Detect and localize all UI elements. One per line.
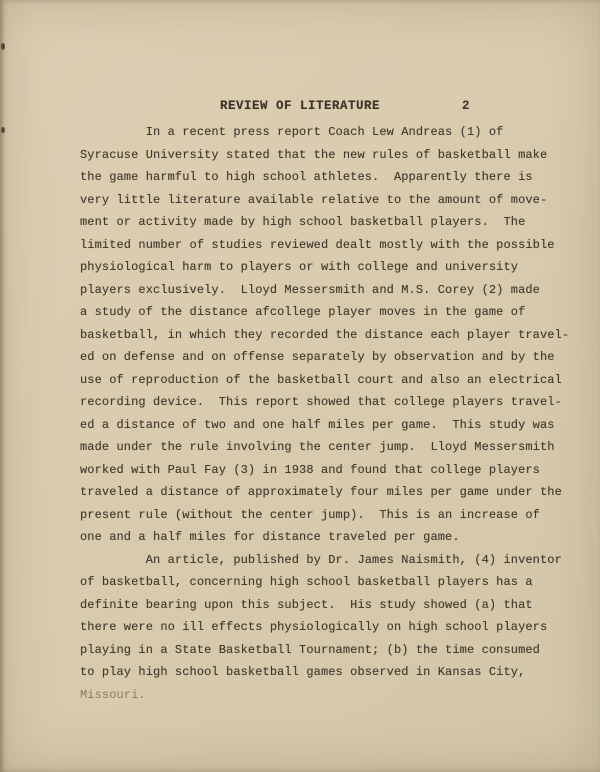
text-line: worked with Paul Fay (3) in 1938 and found that college players (80, 462, 540, 477)
text-line: physiological harm to players or with college and university (80, 260, 519, 274)
text-line: present rule (without the center jump). This is an increase of (80, 507, 540, 522)
text-line: definite bearing upon this subject. His study showed (a) that (80, 597, 533, 612)
text-line: to play high school basketball games observed in Kansas City, (80, 665, 526, 679)
page-number: 2 (462, 99, 470, 113)
paper-speck (1, 127, 5, 133)
paper-speck (1, 43, 5, 50)
text-line: use of reproduction of the basketball court and also an electrical (80, 372, 562, 387)
text-line: of basketball, concerning high school basketball players has a (80, 575, 533, 589)
text-body (80, 121, 570, 706)
text-line: ed a distance of two and one half miles per game. This study was (80, 417, 555, 432)
text-line: traveled a distance of approximately four miles per game under the (80, 485, 562, 499)
page-title: REVIEW OF LITERATURE (219, 99, 381, 113)
text-line: An article, published by Dr. James Naismith, (4) inventor (80, 552, 562, 567)
text-line: the game harmful to high school athletes. Apparently there is (80, 170, 533, 184)
text-line: playing in a State Basketball Tournament; (b) the time consumed (80, 642, 540, 657)
text-line: ed on defense and on offense separately by observation and by the (80, 350, 555, 364)
text-line: players exclusively. Lloyd Messersmith and M.S. Corey (2) made (80, 282, 540, 297)
text-line: Syracuse University stated that the new rules of basketball make (80, 147, 548, 162)
text-line: In a recent press report Coach Lew Andreas (1) of (80, 125, 504, 139)
text-line: made under the rule involving the center jump. Lloyd Messersmith (80, 440, 555, 454)
text-line: ment or activity made by high school basketball players. The (80, 215, 526, 229)
page-header (0, 99, 600, 117)
text-line: recording device. This report showed that college players travel- (80, 395, 562, 409)
text-line: a study of the distance afcollege player moves in the game of (80, 305, 526, 319)
text-line: one and a half miles for distance traveled per game. (80, 530, 460, 544)
text-line: limited number of studies reviewed dealt mostly with the possible (80, 237, 555, 252)
text-line: Missouri. (80, 687, 146, 702)
text-line: basketball, in which they recorded the distance each player travel- (80, 327, 570, 342)
text-line: very little literature available relative to the amount of move- (80, 192, 548, 207)
text-line: there were no ill effects physiologically on high school players (80, 620, 548, 634)
